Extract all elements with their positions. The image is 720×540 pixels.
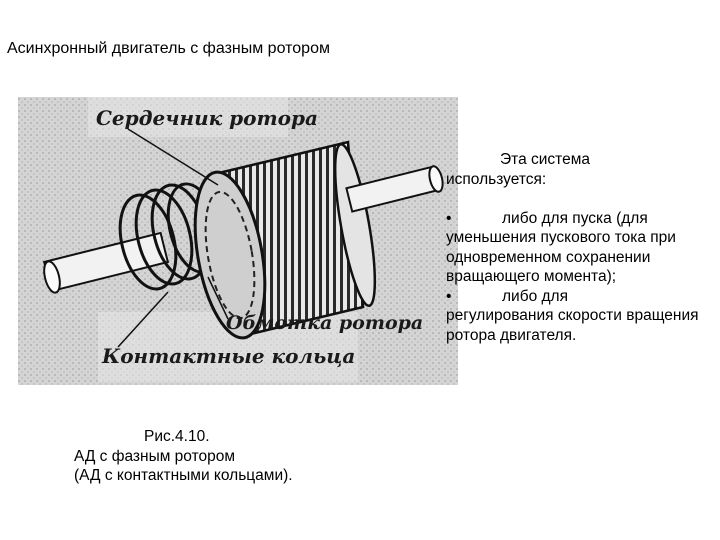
bullet-symbol: • bbox=[446, 209, 452, 227]
bullet-symbol: • bbox=[446, 287, 452, 305]
caption-figure-number: Рис.4.10. bbox=[144, 428, 210, 445]
bullet-text: регулирования скорости вращения ротора двигателя. bbox=[446, 307, 699, 344]
rotor-figure bbox=[18, 97, 458, 385]
bullet-first-line: либо для пуска (для bbox=[502, 209, 648, 227]
description-intro-line1: Эта система bbox=[500, 151, 590, 168]
label-rotor-core: Сердечник ротора bbox=[96, 106, 318, 130]
slide-title: Асинхронный двигатель с фазным ротором bbox=[7, 40, 330, 57]
description bbox=[446, 150, 714, 345]
figure-caption bbox=[74, 427, 293, 486]
caption-line: (АД с контактными кольцами). bbox=[74, 467, 293, 484]
description-intro-line2: используется: bbox=[446, 170, 547, 188]
caption-line: АД с фазным ротором bbox=[74, 447, 236, 465]
label-rotor-winding: Обмотка ротора bbox=[226, 312, 424, 334]
list-item bbox=[446, 209, 714, 229]
rotor-drawing bbox=[18, 97, 458, 385]
list-item bbox=[446, 287, 714, 307]
bullet-first-line: либо для bbox=[502, 287, 568, 305]
bullet-text: уменьшения пускового тока при одновременном сохранении вращающего момента); bbox=[446, 229, 676, 285]
label-slip-rings: Контактные кольца bbox=[102, 344, 356, 368]
